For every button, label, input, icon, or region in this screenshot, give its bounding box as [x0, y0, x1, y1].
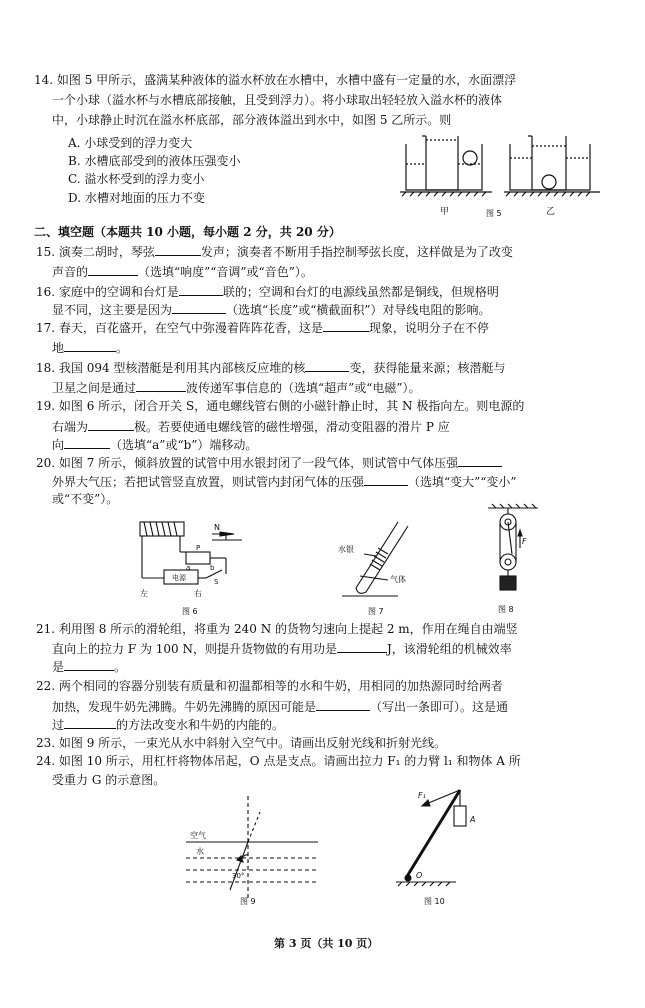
q15-line2	[52, 264, 313, 279]
figure-9	[186, 790, 326, 910]
fig6-label-power: 电源	[172, 574, 186, 582]
q14-option-b: B. 水槽底部受到的液体压强变小	[68, 154, 241, 168]
fig7-label-gas: 气体	[390, 575, 406, 584]
q21-text-e: 。	[114, 660, 127, 674]
fig10-object-a	[454, 806, 466, 826]
fig6-label-n: N	[214, 523, 220, 532]
q20-text-b: 外界大气压；若把试管竖直放置，则试管内封闭气体的压强	[52, 475, 365, 489]
q22-text-d: 过	[52, 718, 65, 732]
q21-line2	[52, 641, 512, 656]
q21-text-d: 是	[52, 660, 65, 674]
q22-text-e: 的方法改变水和牛奶的内能的。	[116, 718, 285, 732]
fig7-label-mercury: 水银	[338, 545, 354, 554]
fig5-caption: 图 5	[486, 209, 502, 218]
fig10-label-a: A	[470, 815, 476, 824]
q24-line1: 24. 如图 10 所示，用杠杆将物体吊起，O 点是支点。请画出拉力 F₁ 的力臂 l₁ 和物体 A 所	[36, 754, 521, 768]
q20-line1	[36, 455, 502, 470]
fig9-label-water: 水	[196, 847, 204, 856]
q14-option-c: C. 溢水杯受到的浮力变小	[68, 172, 205, 186]
q20-blank2[interactable]	[364, 474, 408, 486]
figure-8	[482, 504, 552, 616]
q20-line3: 或“不变”）。	[52, 492, 119, 506]
q19-text-b: 右端为	[52, 420, 89, 434]
q17-line2	[52, 340, 128, 355]
fig9-caption: 图 9	[240, 897, 256, 906]
q19-line3	[52, 437, 257, 452]
q16-text-a: 16. 家庭中的空调和台灯是	[36, 285, 179, 299]
q19-blank2[interactable]	[64, 437, 110, 449]
q18-line1	[36, 360, 505, 375]
fig10-label-f1: F₁	[418, 791, 426, 800]
q14-option-a: A. 小球受到的浮力变大	[68, 136, 193, 150]
fig9-incident-ray	[230, 842, 248, 890]
q15-text-c: 声音的	[52, 265, 89, 279]
q21-text-c: J，该滑轮组的机械效率	[387, 642, 512, 656]
fig5-label-jia: 甲	[440, 207, 450, 217]
page-footer: 第 3 页（共 10 页）	[274, 937, 379, 950]
q21-blank1[interactable]	[337, 641, 387, 653]
fig10-caption: 图 10	[424, 897, 445, 906]
figure-5	[400, 132, 610, 222]
q15-text-d: （选填“响度”“音调”或“音色”）。	[138, 265, 313, 279]
q21-text-b: 直向上的拉力 F 为 100 N，则提升货物做的有用功是	[52, 642, 337, 656]
q16-blank2[interactable]	[172, 302, 226, 314]
fig8-movable-pulley	[500, 554, 516, 570]
q18-text-a: 18. 我国 094 型核潜艇是利用其内部核反应堆的核	[36, 361, 306, 375]
q14-option-d: D. 水槽对地面的压力不变	[68, 191, 205, 205]
q15-text-a: 15. 演奏二胡时，琴弦	[36, 245, 155, 259]
q18-blank1[interactable]	[305, 360, 349, 372]
q16-text-c: 显不同，这主要是因为	[52, 303, 173, 317]
fig5-label-yi: 乙	[546, 207, 556, 217]
figure-6	[130, 518, 280, 618]
q22-line2	[52, 699, 508, 714]
q16-blank1[interactable]	[179, 284, 223, 296]
q18-line2	[52, 380, 421, 395]
q21-blank2[interactable]	[64, 659, 114, 671]
q19-line1: 19. 如图 6 所示，闭合开关 S，通电螺线管右侧的小磁针静止时，其 N 极指向左。则电源的	[36, 399, 525, 413]
q18-text-c: 卫星之间是通过	[52, 381, 137, 395]
q16-text-b: 联的；空调和台灯的电源线虽然都是铜线，但规格明	[222, 285, 499, 299]
q17-text-c: 地	[52, 341, 65, 355]
fig6-label-p: P	[196, 544, 201, 552]
q14-line1: 14. 如图 5 甲所示，盛满某种液体的溢水杯放在水槽中，水槽中盛有一定量的水，水面漂浮	[34, 73, 517, 87]
q20-text-c: （选填“变大”“变小”	[408, 475, 517, 489]
q16-line1	[36, 284, 499, 299]
q22-blank2[interactable]	[64, 717, 116, 729]
q19-text-e: （选填“a”或“b”）端移动。	[110, 438, 258, 452]
fig7-caption: 图 7	[368, 607, 384, 616]
fig5-yi-drawing	[504, 136, 600, 196]
q22-blank1[interactable]	[316, 699, 370, 711]
q15-blank1[interactable]	[155, 244, 201, 256]
fig8-label-f: F	[522, 537, 527, 546]
q23-line1: 23. 如图 9 所示，一束光从水中斜射入空气中。请画出反射光线和折射光线。	[36, 736, 447, 750]
q17-text-b: 现象，说明分子在不停	[368, 321, 489, 335]
q15-line1	[36, 244, 513, 259]
fig8-load	[500, 576, 516, 590]
q21-line3	[52, 659, 126, 674]
q18-blank2[interactable]	[136, 380, 186, 392]
fig10-label-o: O	[416, 871, 423, 880]
q22-line3	[52, 717, 284, 732]
fig6-label-b: b	[210, 564, 215, 572]
fig8-caption: 图 8	[498, 605, 514, 614]
q16-text-d: （选填“长度”或“横截面积”）对导线电阻的影响。	[226, 303, 491, 317]
q19-text-c: 极。若要使通电螺线管的磁性增强，滑动变阻器的滑片 P 应	[134, 420, 450, 434]
q20-line2	[52, 474, 517, 489]
q22-line1: 22. 两个相同的容器分别装有质量和初温都相等的水和牛奶，用相同的加热源同时给两者	[36, 679, 503, 693]
fig6-label-left: 左	[140, 589, 148, 598]
q20-blank1[interactable]	[458, 455, 502, 467]
fig6-label-right: 右	[194, 589, 202, 598]
q20-text-a: 20. 如图 7 所示，倾斜放置的试管中用水银封闭了一段气体，则试管中气体压强	[36, 456, 459, 470]
q14-line2: 一个小球（溢水杯与水槽底部接触，且受到浮力）。将小球取出轻轻放入溢水杯的液体	[52, 93, 503, 107]
q21-line1: 21. 利用图 8 所示的滑轮组，将重为 240 N 的货物匀速向上提起 2 m，作用在绳自由端竖	[36, 622, 518, 636]
fig6-label-s: S	[214, 578, 219, 586]
q14-line3: 中，小球静止时沉在溢水杯底部，部分液体溢出到水中，如图 5 乙所示。则	[52, 113, 452, 127]
fig10-lever	[406, 790, 460, 878]
q19-blank1[interactable]	[88, 419, 134, 431]
q22-text-b: 加热，发现牛奶先沸腾。牛奶先沸腾的原因可能是	[52, 700, 317, 714]
q17-text-a: 17. 春天，百花盛开，在空气中弥漫着阵阵花香，这是	[36, 321, 323, 335]
q19-line2	[52, 419, 450, 434]
q22-text-c: （写出一条即可）。这是通	[370, 700, 509, 714]
q18-text-b: 变，获得能量来源；核潜艇与	[349, 361, 506, 375]
fig6-caption: 图 6	[182, 607, 198, 616]
fig5-jia-drawing	[400, 136, 492, 196]
q15-blank2[interactable]	[88, 264, 138, 276]
q19-text-d: 向	[52, 438, 65, 452]
fig9-label-air: 空气	[190, 831, 206, 840]
q17-blank1[interactable]	[323, 320, 369, 332]
q24-line2: 受重力 G 的示意图。	[52, 773, 166, 787]
fig6-compass-needle	[220, 532, 234, 536]
fig6-rheostat	[186, 552, 210, 564]
fig9-label-angle: 30°	[232, 872, 245, 880]
q17-text-d: 。	[116, 341, 129, 355]
figure-7	[318, 518, 428, 618]
fig6-label-a: a	[186, 564, 191, 572]
q16-line2	[52, 302, 491, 317]
q17-blank2[interactable]	[64, 340, 116, 352]
q17-line1	[36, 320, 489, 335]
q15-text-b: 发声；演奏者不断用手指控制琴弦长度，这样做是为了改变	[200, 245, 513, 259]
fig10-pivot	[405, 875, 411, 881]
q18-text-d: 波传递军事信息的（选填“超声”或“电磁”）。	[186, 381, 421, 395]
section2-title: 二、填空题（本题共 10 小题，每小题 2 分，共 20 分）	[34, 225, 341, 239]
figure-10	[396, 780, 496, 910]
